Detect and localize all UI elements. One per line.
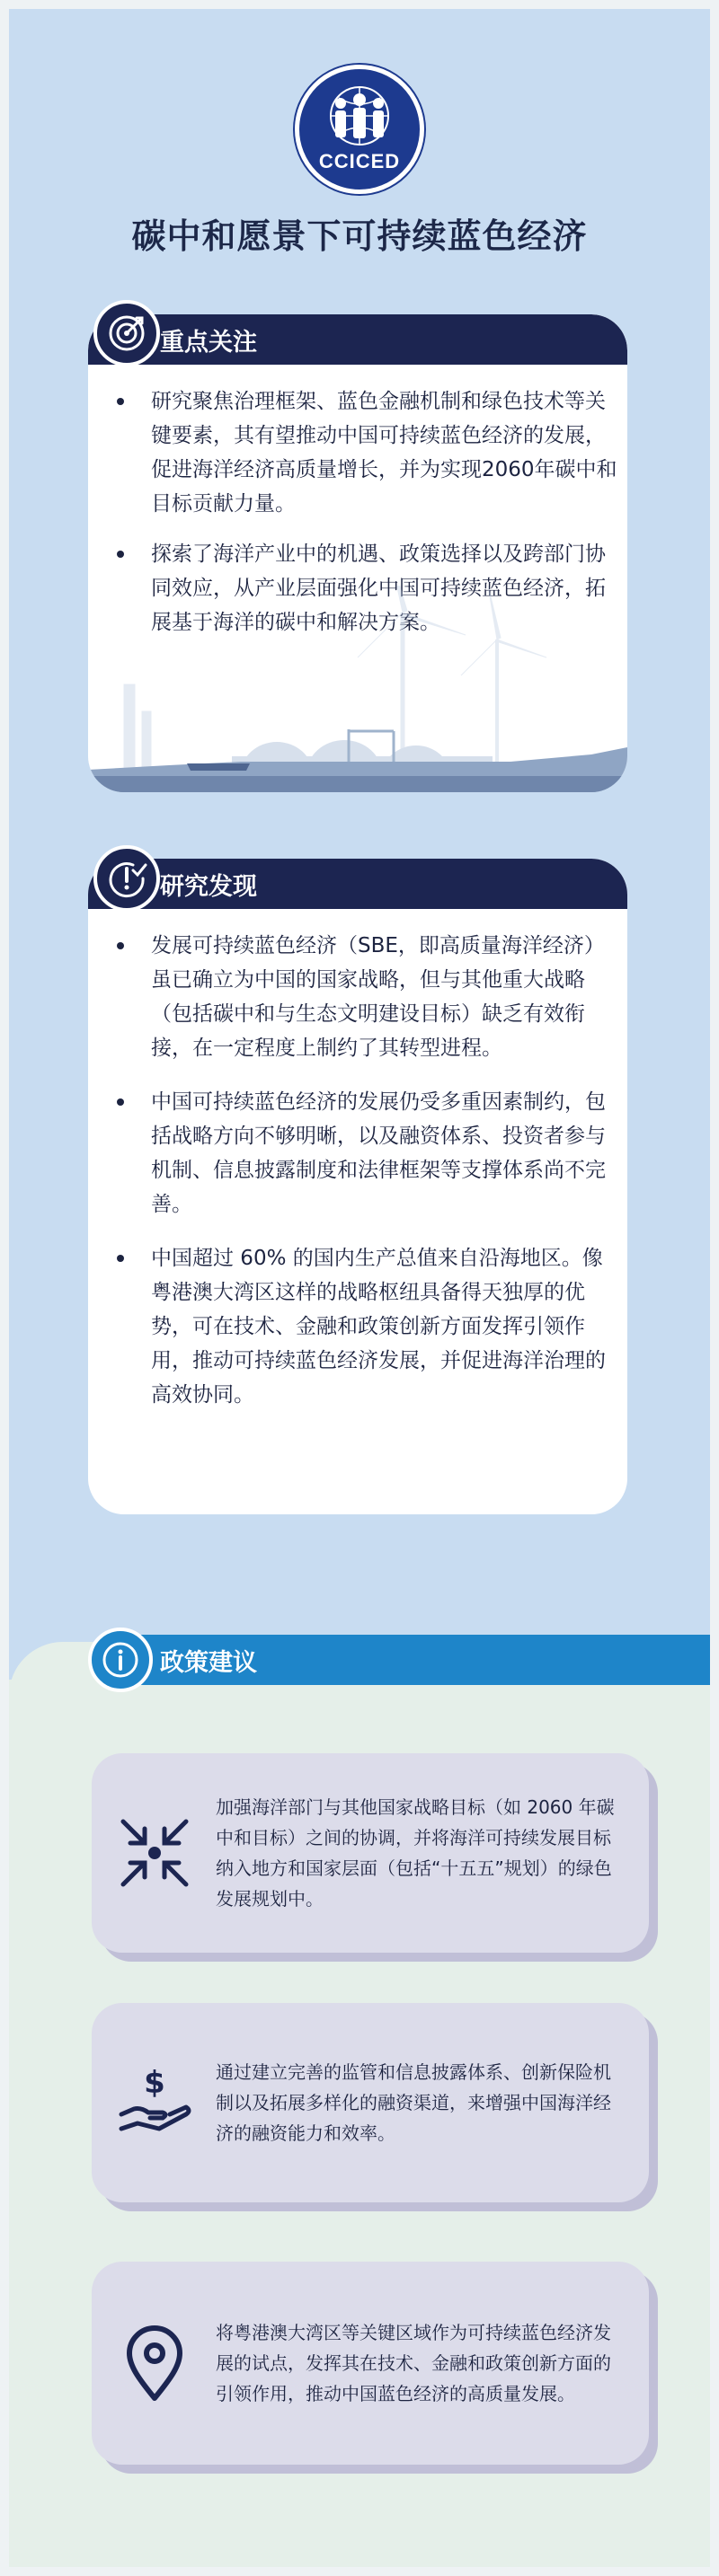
location-pin-icon bbox=[111, 2320, 198, 2406]
policy-text: 通过建立完善的监管和信息披露体系、创新保险机制以及拓展多样化的融资渠道，来增强中国海洋经济的融资能力和效率。 bbox=[216, 2061, 611, 2144]
list-item-text: 探索了海洋产业中的机遇、政策选择以及跨部门协同效应，从产业层面强化中国可持续蓝色经济，拓展基于海洋的碳中和解决方案。 bbox=[151, 543, 606, 634]
list-item-text: 研究聚焦治理框架、蓝色金融机制和绿色技术等关键要素，其有望推动中国可持续蓝色经济的发展，促进海洋经济高质量增长，并为实现2060年碳中和目标贡献力量。 bbox=[151, 390, 617, 516]
focus-header-label: 重点关注 bbox=[160, 328, 257, 357]
bullet-dot bbox=[117, 1255, 124, 1262]
policy-card bbox=[92, 1753, 649, 1953]
bullet-dot bbox=[117, 551, 124, 558]
list-item bbox=[106, 384, 618, 521]
findings-badge bbox=[93, 845, 160, 912]
money-hand-icon bbox=[111, 2060, 198, 2146]
list-item bbox=[106, 1085, 618, 1222]
findings-header bbox=[88, 859, 627, 909]
cciced-logo bbox=[295, 65, 424, 194]
policy-header-label: 政策建议 bbox=[160, 1648, 257, 1677]
svg-text:$: $ bbox=[144, 2065, 165, 2101]
info-icon bbox=[101, 1640, 140, 1680]
policy-badge bbox=[88, 1628, 153, 1692]
policy-card bbox=[92, 2003, 649, 2202]
bullet-dot bbox=[117, 1098, 124, 1106]
policy-header bbox=[108, 1635, 710, 1685]
list-item-text: 发展可持续蓝色经济（SBE，即高质量海洋经济）虽已确立为中国的国家战略，但与其他重大战略（包括碳中和与生态文明建设目标）缺乏有效衔接，在一定程度上制约了其转型进程。 bbox=[151, 934, 605, 1060]
policy-text: 加强海洋部门与其他国家战略目标（如 2060 年碳中和目标）之间的协调，并将海洋可持续发展目标纳入地方和国家层面（包括“十五五”规划）的绿色发展规划中。 bbox=[216, 1796, 615, 1910]
list-item bbox=[106, 1241, 618, 1412]
findings-card bbox=[88, 859, 627, 1514]
page-title: 碳中和愿景下可持续蓝色经济 bbox=[131, 216, 588, 256]
focus-header bbox=[88, 314, 627, 365]
bullet-dot bbox=[117, 942, 124, 949]
alert-check-icon bbox=[106, 858, 147, 899]
list-item-text: 中国超过 60% 的国内生产总值来自沿海地区。像粤港澳大湾区这样的战略枢纽具备得天独厚的优势，可在技术、金融和政策创新方面发挥引领作用，推动可持续蓝色经济发展，并促进海洋治理的高效协同。 bbox=[151, 1247, 606, 1407]
policy-card bbox=[92, 2262, 649, 2465]
policy-text: 将粤港澳大湾区等关键区域作为可持续蓝色经济发展的试点，发挥其在技术、金融和政策创新方面的引领作用，推动中国蓝色经济的高质量发展。 bbox=[216, 2322, 611, 2404]
focus-card bbox=[88, 314, 627, 792]
findings-list bbox=[106, 929, 618, 1432]
target-icon bbox=[106, 313, 147, 354]
list-item bbox=[106, 929, 618, 1065]
focus-badge bbox=[93, 300, 160, 366]
logo-text: CCICED bbox=[318, 150, 401, 172]
converge-arrows-icon bbox=[111, 1810, 198, 1896]
people-globe-icon bbox=[319, 85, 400, 148]
offshore-wind-illustration bbox=[88, 586, 627, 792]
findings-header-label: 研究发现 bbox=[160, 872, 257, 901]
bullet-dot bbox=[117, 398, 124, 405]
list-item-text: 中国可持续蓝色经济的发展仍受多重因素制约，包括战略方向不够明晰，以及融资体系、投资者参与机制、信息披露制度和法律框架等支撑体系尚不完善。 bbox=[151, 1090, 606, 1216]
